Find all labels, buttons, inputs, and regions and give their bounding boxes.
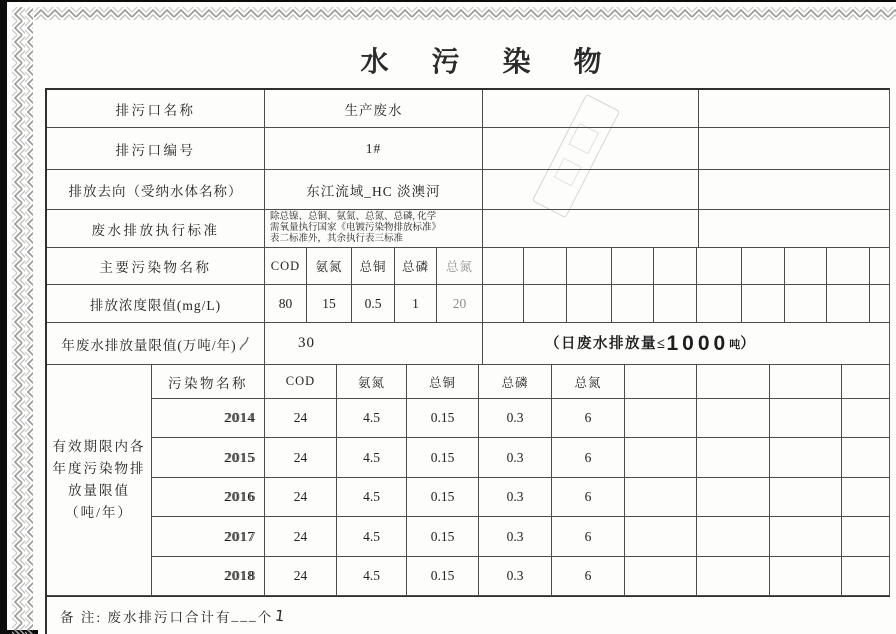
empty-cell xyxy=(625,399,697,438)
table-cell: 4.5 xyxy=(337,557,407,596)
empty-cell xyxy=(870,248,889,285)
empty-cell xyxy=(842,365,889,399)
table-cell: 0.3 xyxy=(479,438,552,478)
year-cell: 2014 xyxy=(152,399,265,438)
concentration-limit-label: 排放浓度限值(mg/L) xyxy=(47,285,265,323)
empty-cell xyxy=(699,90,889,128)
standard-line-2: 需氧量执行国家《电镀污染物排放标准》 xyxy=(270,223,442,233)
certificate-border-top xyxy=(34,7,896,20)
empty-cell xyxy=(697,365,770,399)
pollutant-name-cell: 总磷 xyxy=(395,248,437,285)
discharge-standard-label: 废水排放执行标准 xyxy=(47,210,265,248)
yearly-limits-side-label xyxy=(47,365,152,596)
empty-cell xyxy=(625,365,697,399)
standard-line-1: 除总镍、总铜、氨氮、总氮、总磷, 化学 xyxy=(270,212,437,222)
empty-cell xyxy=(483,170,699,210)
table-cell: 6 xyxy=(552,399,625,438)
yearly-limits-section xyxy=(47,365,889,596)
empty-cell xyxy=(625,438,697,478)
empty-cell xyxy=(842,438,889,478)
empty-cell xyxy=(625,478,697,517)
stamp-prefix: （日废水排放量≤ xyxy=(545,336,667,352)
empty-cell xyxy=(870,285,889,323)
side-label-line: 放量限值 xyxy=(68,483,130,498)
side-label-line: （吨/年） xyxy=(65,505,133,520)
table-cell: 0.15 xyxy=(407,399,479,438)
annual-volume-section xyxy=(47,323,889,365)
empty-cell xyxy=(697,285,742,323)
scan-top-edge xyxy=(0,0,896,2)
pollutant-name-header: 污染物名称 xyxy=(152,365,265,399)
discharge-destination-value: 东江流域_HC 淡澳河 xyxy=(265,170,483,210)
stamp-suffix: ） xyxy=(740,336,757,352)
empty-cell xyxy=(785,285,827,323)
handwritten-count: 1 xyxy=(274,605,288,626)
pollutant-limit-section xyxy=(47,248,889,323)
table-cell: 24 xyxy=(265,399,337,438)
table-cell: 0.15 xyxy=(407,517,479,557)
empty-cell xyxy=(483,128,699,170)
empty-cell xyxy=(827,248,870,285)
table-cell: 6 xyxy=(552,557,625,596)
limit-value-cell: 20 xyxy=(437,285,483,323)
empty-cell xyxy=(483,90,699,128)
daily-volume-stamp xyxy=(545,332,756,356)
table-cell: 6 xyxy=(552,517,625,557)
table-cell: 0.3 xyxy=(479,478,552,517)
scan-left-edge xyxy=(0,0,7,634)
pollutant-name-cell: COD xyxy=(265,248,307,285)
empty-cell xyxy=(770,517,842,557)
side-label-line: 有效期限内各 xyxy=(52,439,146,454)
empty-cell xyxy=(524,285,567,323)
table-cell: 0.3 xyxy=(479,557,552,596)
empty-cell xyxy=(697,438,770,478)
year-cell: 2016 xyxy=(152,478,265,517)
outlet-name-value: 生产废水 xyxy=(265,90,483,128)
annual-volume-label xyxy=(47,323,265,365)
empty-cell xyxy=(524,248,567,285)
outlet-info-section xyxy=(47,90,889,248)
certificate-border-left xyxy=(12,7,33,634)
outlet-name-label: 排污口名称 xyxy=(47,90,265,128)
outlet-number-label: 排污口编号 xyxy=(47,128,265,170)
daily-volume-stamp-cell xyxy=(483,323,889,365)
main-pollutants-label: 主要污染物名称 xyxy=(47,248,265,285)
empty-cell xyxy=(697,399,770,438)
empty-cell xyxy=(697,248,742,285)
empty-cell xyxy=(697,557,770,596)
table-cell: 24 xyxy=(265,517,337,557)
remarks-text: 备 注: 废水排污口合计有 xyxy=(60,609,232,625)
table-cell: 0.15 xyxy=(407,478,479,517)
limit-value-cell: 0.5 xyxy=(352,285,395,323)
empty-cell xyxy=(827,285,870,323)
table-cell: 0.3 xyxy=(479,399,552,438)
year-cell: 2017 xyxy=(152,517,265,557)
column-header: 总氮 xyxy=(552,365,625,399)
empty-cell xyxy=(770,438,842,478)
empty-cell xyxy=(770,399,842,438)
empty-cell xyxy=(625,557,697,596)
empty-cell xyxy=(770,557,842,596)
standard-line-3: 表二标准外，其余执行表三标准 xyxy=(270,234,404,244)
limit-value-cell: 1 xyxy=(395,285,437,323)
year-cell: 2018 xyxy=(152,557,265,596)
column-header: 总磷 xyxy=(479,365,552,399)
empty-cell xyxy=(842,517,889,557)
empty-cell xyxy=(770,365,842,399)
document-title: 水 污 染 物 xyxy=(360,47,620,78)
annual-volume-value: 30 xyxy=(265,323,483,365)
empty-cell xyxy=(785,248,827,285)
empty-cell xyxy=(742,285,785,323)
empty-cell xyxy=(770,478,842,517)
side-label-line: 年度污染物排 xyxy=(52,461,146,476)
empty-cell xyxy=(567,248,612,285)
pollutant-name-cell: 氨氮 xyxy=(307,248,352,285)
limit-value-cell: 80 xyxy=(265,285,307,323)
table-cell: 4.5 xyxy=(337,438,407,478)
table-cell: 4.5 xyxy=(337,478,407,517)
discharge-standard-value xyxy=(265,210,483,248)
empty-cell xyxy=(842,399,889,438)
remarks-unit: 个 xyxy=(257,609,274,625)
table-cell: 4.5 xyxy=(337,399,407,438)
empty-cell xyxy=(699,170,889,210)
table-cell: 0.3 xyxy=(479,517,552,557)
remarks-blank: ___ xyxy=(231,607,258,623)
water-pollutant-table xyxy=(45,88,890,597)
stamp-number: 1000 xyxy=(666,332,730,355)
empty-cell xyxy=(654,285,697,323)
column-header: 氨氮 xyxy=(337,365,407,399)
empty-cell xyxy=(842,557,889,596)
year-cell: 2015 xyxy=(152,438,265,478)
table-cell: 24 xyxy=(265,478,337,517)
remarks-row xyxy=(45,597,890,634)
column-header: COD xyxy=(265,365,337,399)
table-cell: 24 xyxy=(265,557,337,596)
stamp-unit: 吨 xyxy=(729,339,741,351)
pollutant-name-cell: 总铜 xyxy=(352,248,395,285)
outlet-number-value: 1# xyxy=(265,128,483,170)
column-header: 总铜 xyxy=(407,365,479,399)
empty-cell xyxy=(697,478,770,517)
empty-cell xyxy=(697,517,770,557)
empty-cell xyxy=(699,210,889,248)
table-cell: 6 xyxy=(552,478,625,517)
handwritten-scribble xyxy=(238,336,250,352)
empty-cell xyxy=(699,128,889,170)
table-cell: 4.5 xyxy=(337,517,407,557)
empty-cell xyxy=(612,248,654,285)
empty-cell xyxy=(483,248,524,285)
limit-value-cell: 15 xyxy=(307,285,352,323)
empty-cell xyxy=(625,517,697,557)
empty-cell xyxy=(483,285,524,323)
empty-cell xyxy=(742,248,785,285)
empty-cell xyxy=(483,210,699,248)
table-cell: 24 xyxy=(265,438,337,478)
empty-cell xyxy=(612,285,654,323)
empty-cell xyxy=(654,248,697,285)
empty-cell xyxy=(567,285,612,323)
discharge-destination-label: 排放去向（受纳水体名称） xyxy=(47,170,265,210)
annual-volume-label-text: 年废水排放量限值(万吨/年) xyxy=(61,337,237,353)
table-cell: 0.15 xyxy=(407,438,479,478)
pollutant-name-cell: 总氮 xyxy=(437,248,483,285)
table-cell: 6 xyxy=(552,438,625,478)
table-cell: 0.15 xyxy=(407,557,479,596)
empty-cell xyxy=(842,478,889,517)
